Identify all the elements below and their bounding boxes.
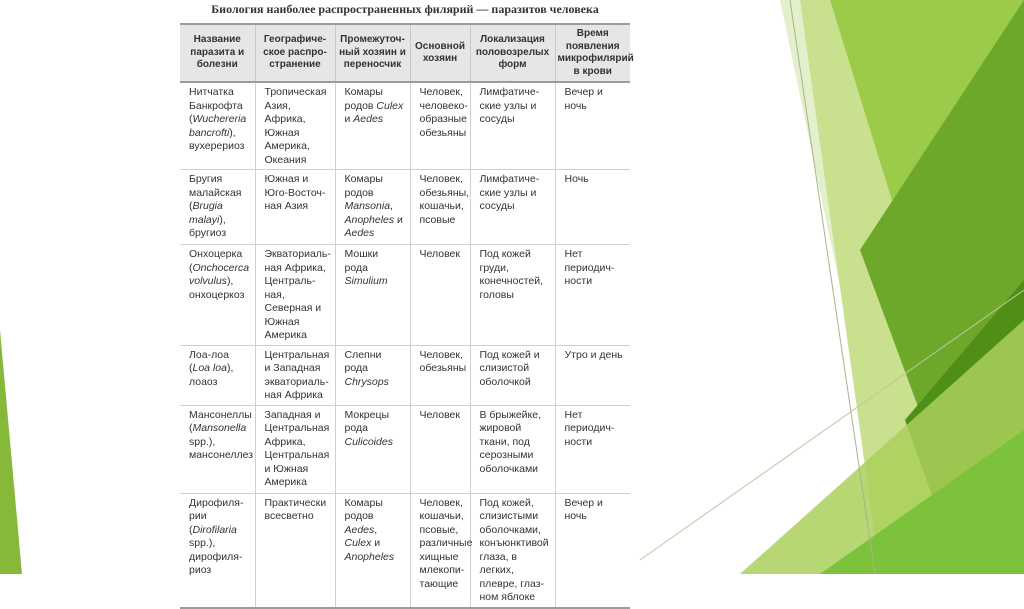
table-title: Биология наиболее распространенных филярий — паразитов человека <box>211 2 599 16</box>
table-cell: Мансонеллы (Mansonella spp.), мансонеллез <box>180 405 255 493</box>
table-cell: Центральная и Западная экваториаль-ная Африка <box>255 345 335 405</box>
table-cell: Под кожей, слизистыми оболочками, конъюнктивой глаза, в легких, плевре, глаз-ном яблоке <box>470 493 555 608</box>
table-cell: Экваториаль-ная Африка, Централь-ная, Северная и Южная Америка <box>255 245 335 346</box>
table-cell: Практически всесветно <box>255 493 335 608</box>
table-cell: Вечер и ночь <box>555 493 630 608</box>
table-cell: Лоа-лоа (Loa loa), лоаоз <box>180 345 255 405</box>
table-row <box>180 493 630 608</box>
table-cell: Лимфатиче-ские узлы и сосуды <box>470 82 555 170</box>
table-cell: Онхоцерка (Onchocerca volvulus), онхоцеркоз <box>180 245 255 346</box>
left-green-sliver <box>0 330 22 574</box>
table-cell: Мокрецы рода Culicoides <box>335 405 410 493</box>
table-cell: Человек, обезьяны, кошачьи, псовые <box>410 170 470 245</box>
table-cell: Человек, человеко-образные обезьяны <box>410 82 470 170</box>
table-cell: Мошки рода Simulium <box>335 245 410 346</box>
table-row <box>180 82 630 170</box>
table-cell: Вечер и ночь <box>555 82 630 170</box>
table-cell: Комары родов Mansonia, Anopheles и Aedes <box>335 170 410 245</box>
table-cell: Комары родов Aedes, Culex и Anopheles <box>335 493 410 608</box>
filariae-table <box>180 23 634 609</box>
table-cell: Западная и Центральная Африка, Центральная и Южная Америка <box>255 405 335 493</box>
header-row <box>180 24 630 82</box>
table-row <box>180 245 630 346</box>
table-cell: Ночь <box>555 170 630 245</box>
table-cell: Человек, кошачьи, псовые, различные хищные млекопи-тающие <box>410 493 470 608</box>
table-cell: Лимфатиче-ские узлы и сосуды <box>470 170 555 245</box>
table-cell: Человек <box>410 245 470 346</box>
table-row <box>180 405 630 493</box>
table-cell: Нет периодич-ности <box>555 245 630 346</box>
table-row <box>180 170 630 245</box>
table-cell: Нитчатка Банкрофта (Wuchereria bancrofti), вухерериоз <box>180 82 255 170</box>
table-cell: Бругия малайская (Brugia malayi), бругиоз <box>180 170 255 245</box>
header-cell: Промежуточ-ный хозяин и переносчик <box>335 24 410 82</box>
table-cell: Дирофиля-рии (Dirofilaria spp.), дирофиля-риоз <box>180 493 255 608</box>
table-row <box>180 345 630 405</box>
header-cell: Основной хозяин <box>410 24 470 82</box>
table-cell: Человек <box>410 405 470 493</box>
header-cell: Время появления микрофилярий в крови <box>555 24 630 82</box>
header-cell: Географиче-ское распро-странение <box>255 24 335 82</box>
table-image <box>180 0 634 603</box>
table-cell: Южная и Юго-Восточ-ная Азия <box>255 170 335 245</box>
header-cell: Название паразита и болезни <box>180 24 255 82</box>
header-cell: Локализация половозрелых форм <box>470 24 555 82</box>
table-cell: Под кожей груди, конечностей, головы <box>470 245 555 346</box>
table-cell: Комары родов Culex и Aedes <box>335 82 410 170</box>
table-cell: Под кожей и слизистой оболочкой <box>470 345 555 405</box>
table-cell: Нет периодич-ности <box>555 405 630 493</box>
table-cell: Слепни рода Chrysops <box>335 345 410 405</box>
table-cell: В брыжейке, жировой ткани, под серозными оболочками <box>470 405 555 493</box>
table-cell: Тропическая Азия, Африка, Южная Америка, Океания <box>255 82 335 170</box>
table-cell: Человек, обезьяны <box>410 345 470 405</box>
table-cell: Утро и день <box>555 345 630 405</box>
